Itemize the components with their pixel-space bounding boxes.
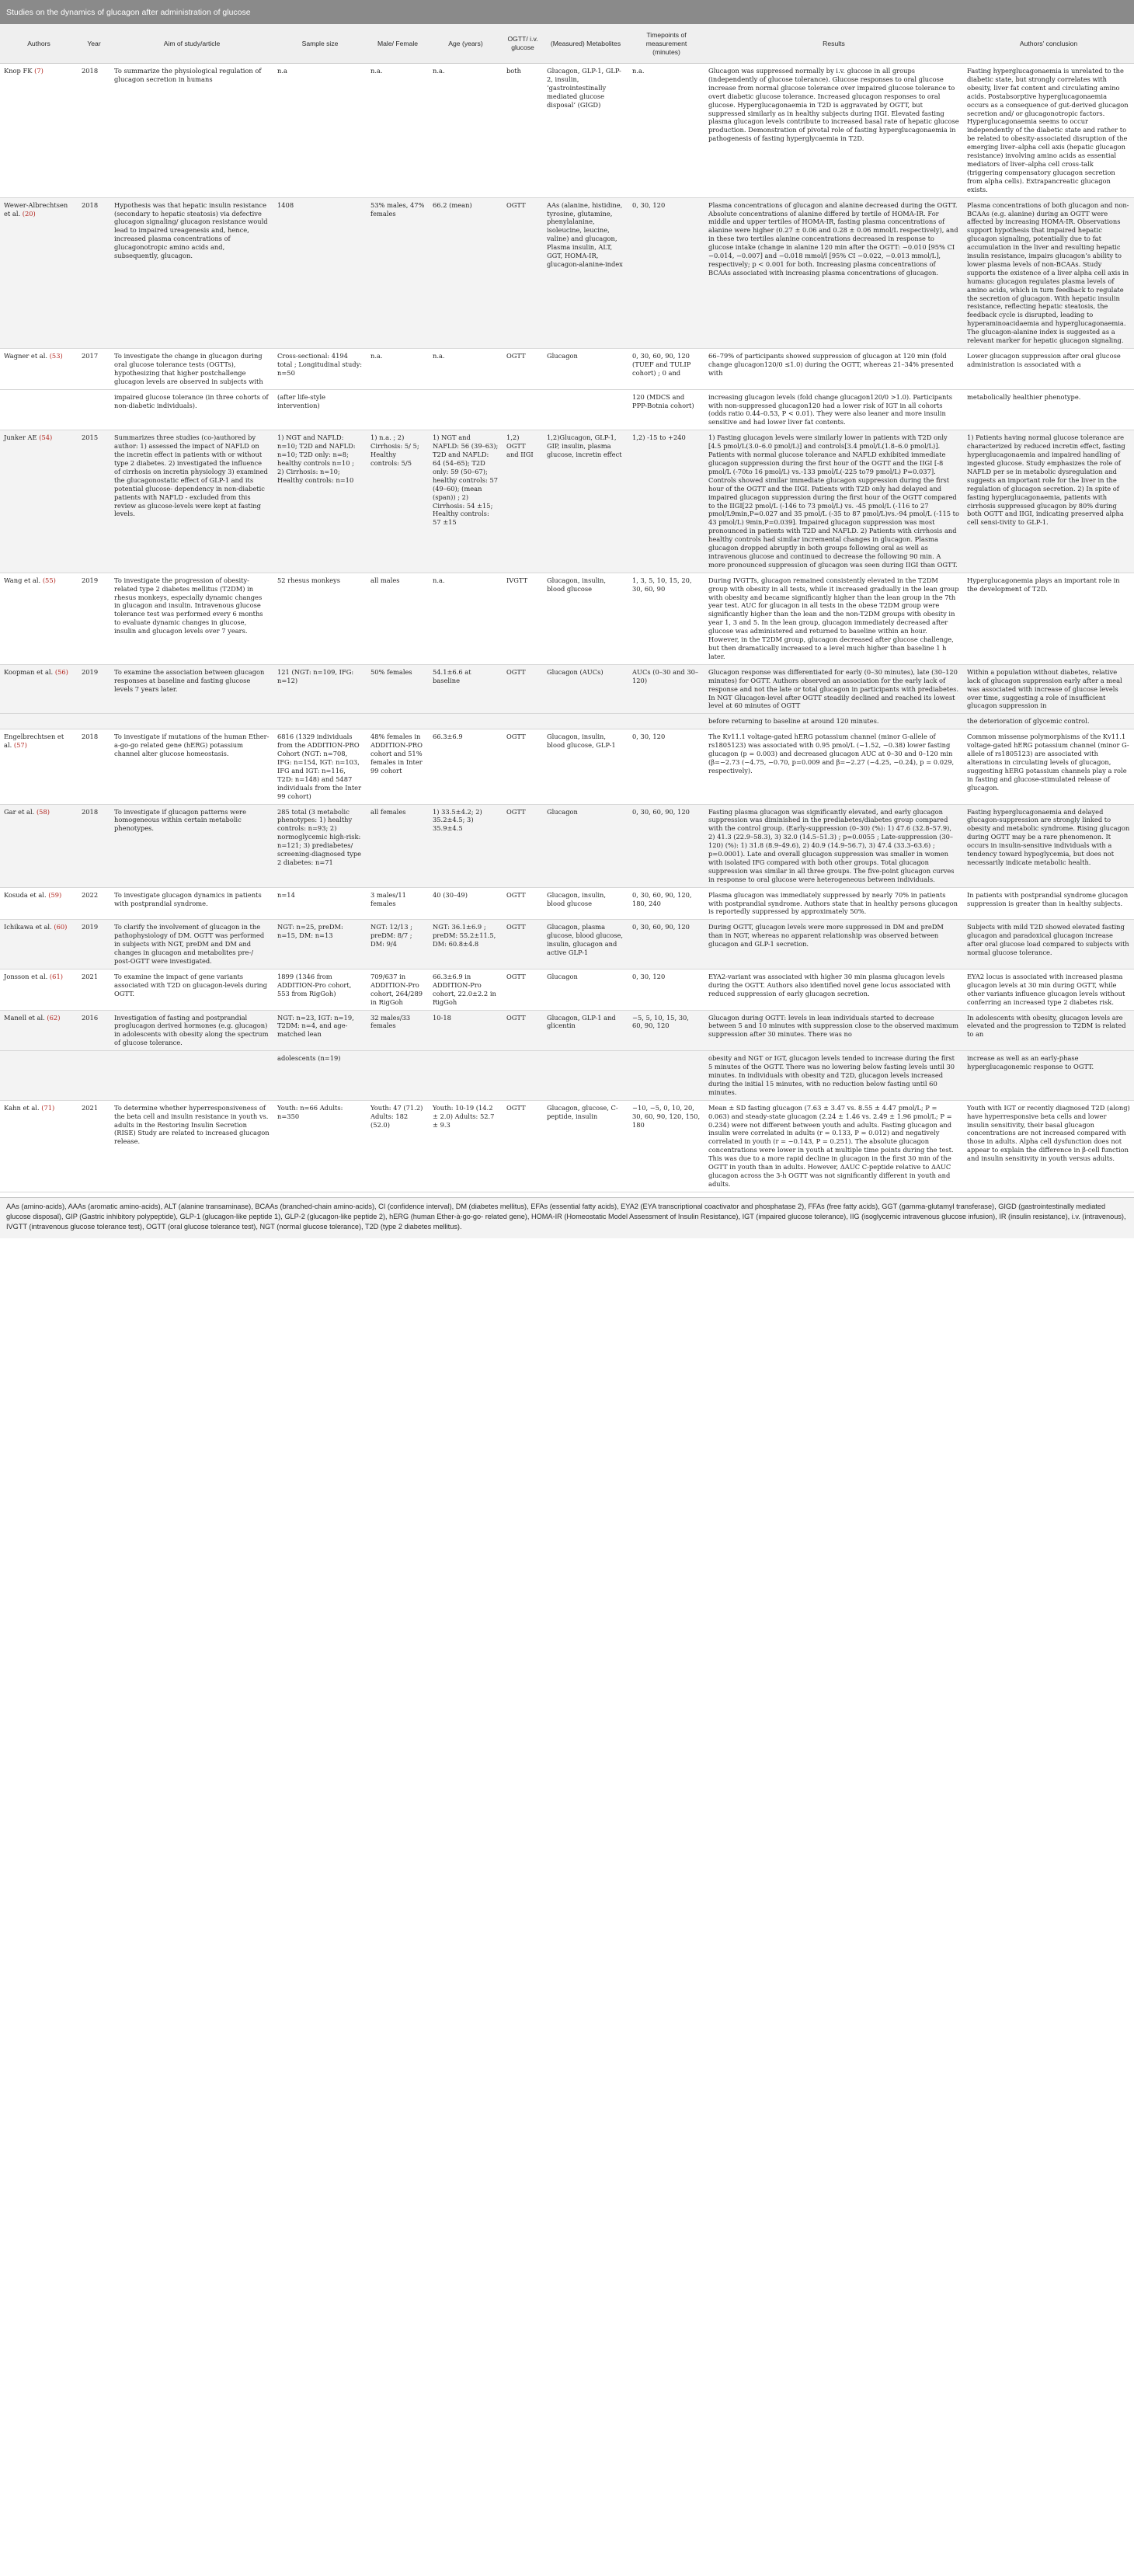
sample-size-cell: (after life-style intervention) xyxy=(273,389,367,430)
results-cell: Glucagon response was differentiated for early (0–30 minutes), late (30–120 minutes) for OGTT. Authors observed an association for the early lack of response and not the late or total glucagon in participants with prediabetes. In NGT Glucagon-level after OGTT steadily declined and reached its lowest level at 60 minutes of OGTT xyxy=(704,664,963,714)
aim-cell xyxy=(110,1051,273,1101)
reference-link[interactable]: (62) xyxy=(47,1013,61,1022)
sex-cell xyxy=(367,1051,429,1101)
table-row xyxy=(0,349,1134,390)
reference-link[interactable]: (58) xyxy=(36,807,50,816)
column-header: Year xyxy=(78,24,110,64)
aim-cell: To summarize the physiological regulation of glucagon secretion in humans xyxy=(110,64,273,198)
sample-size-cell: 6816 (1329 individuals from the ADDITION-PRO Cohort (NGT: n=708, IFG: n=154, IGT: n=103, IFG and IGT: n=116, T2D: n=148) and 5487 individuals from the Inter 99 cohort) xyxy=(273,729,367,804)
results-cell: Plasma concentrations of glucagon and alanine decreased during the OGTT. Absolute concentrations of alanine differed by tertile of HOMA-IR. For middle and upper tertiles of HOMA-IR, fasting plasma concentrations of alanine were higher (0.27 ± 0.06 and 0.28 ± 0.06 mmol/L respectively), and in these two tertiles alanine concentrations decreased in response to glucose intake (change in alanine 120 min after the OGTT: −0.010 [95% CI −0.014, −0.007] and −0.018 mmol/l [95% CI −0.022, −0.013 mmol/L], respectively; p < 0.001 for both. Increasing plasma concentrations of BCAAs associated with increasing plasma concentrations of glucagon. xyxy=(704,197,963,348)
aim-cell: To investigate the change in glucagon during oral glucose tolerance tests (OGTTs), hypothesizing that higher postchallenge glucagon levels are observed in subjects with xyxy=(110,349,273,390)
age-cell: 1) NGT and NAFLD: 56 (39–63); T2D and NAFLD: 64 (54–65); T2D only: 59 (50–67); healthy controls: 57 (49–60); (mean (span)) ; 2) Cirrhosis: 54 ±15; Healthy controls: 57 ±15 xyxy=(429,430,503,573)
reference-link[interactable]: (61) xyxy=(49,972,63,980)
table-row xyxy=(0,1100,1134,1192)
conclusion-cell: Hyperglucagonemia plays an important role in the development of T2D. xyxy=(963,573,1134,664)
table-row xyxy=(0,430,1134,573)
results-cell: EYA2-variant was associated with higher 30 min plasma glucagon levels during the OGTT. Authors also identified novel gene locus associated with reduced suppression of early glucagon secretion. xyxy=(704,969,963,1010)
sample-size-cell: 121 (NGT: n=109, IFG: n=12) xyxy=(273,664,367,714)
column-header: Aim of study/article xyxy=(110,24,273,64)
metabolites-cell: Glucagon, insulin, blood glucose xyxy=(543,887,628,920)
results-cell: Glucagon was suppressed normally by i.v. glucose in all groups (independently of glucose tolerance). Glucose responses to oral glucose increase from normal glucose tolerance over impaired glucose tolerance to overt diabetic glucose tolerance. Increased glucagon responses to oral glucose. Hyperglucagonaemia in T2D is aggravated by OGTT, but suppressed similarly as in healthy subjects during IIGI. Elevated fasting plasma glucagon levels contribute to increased basal rate of hepatic glucose production. Demonstration of pivotal role of fasting hyperglucagonaemia in pathogenesis of fasting hyperglycaemia in T2D. xyxy=(704,64,963,198)
reference-link[interactable]: (57) xyxy=(13,741,27,750)
sex-cell: all males xyxy=(367,573,429,664)
sample-size-cell: 52 rhesus monkeys xyxy=(273,573,367,664)
year-cell: 2022 xyxy=(78,887,110,920)
route-cell: OGTT xyxy=(503,887,543,920)
timepoints-cell: n.a. xyxy=(628,64,704,198)
author-name: Junker AE xyxy=(4,433,37,442)
metabolites-cell: Glucagon, insulin, blood glucose xyxy=(543,573,628,664)
sample-size-cell: 1) NGT and NAFLD: n=10; T2D and NAFLD: n=10; T2D only: n=8; healthy controls n=10 ; 2) Cirrhosis: n=10; Healthy controls: n=10 xyxy=(273,430,367,573)
sex-cell: all females xyxy=(367,804,429,887)
year-cell: 2018 xyxy=(78,729,110,804)
metabolites-cell: Glucagon xyxy=(543,804,628,887)
table-row xyxy=(0,664,1134,714)
metabolites-cell: Glucagon, GLP-1 and glicentin xyxy=(543,1010,628,1051)
authors-cell xyxy=(0,1051,78,1101)
timepoints-cell: 0, 30, 60, 90, 120, 180, 240 xyxy=(628,887,704,920)
metabolites-cell: Glucagon, insulin, blood glucose, GLP-1 xyxy=(543,729,628,804)
age-cell: Youth: 10-19 (14.2 ± 2.0) Adults: 52.7 ± 9.3 xyxy=(429,1100,503,1192)
age-cell: 66.2 (mean) xyxy=(429,197,503,348)
aim-cell: To investigate if glucagon patterns were homogeneous within certain metabolic phenotypes. xyxy=(110,804,273,887)
table-row xyxy=(0,920,1134,969)
results-cell: 1) Fasting glucagon levels were similarly lower in patients with T2D only [4.5 pmol/L(3.0–6.0 pmol/L)] and controls[3.4 pmol/L(1.8–6.0 pmol/L)]. Patients with normal glucose tolerance and NAFLD exhibited immediate glucagon suppression during the first hour of the OGTT and the IIGI [-8 pmol/L (-70to 16 pmol/L) vs.-133 pmol/L(-225 to79 pmol/L) P=0.037]. Controls showed similar immediate glucagon suppression during the first hour of the OGTT and the IIGI. Patients with T2D only had delayed and impaired glucagon suppression during the first hour of the OGTT compared to the IIGI[22 pmol/L (-146 to 73 pmol/L) vs. -45 pmol/L (-116 to 27 pmol/L9min,P=0.027 and 35 pmol/L (-35 to 87 pmol/L)vs.-94 pmol/L (-115 to 43 pmol/L) 9min,P=0.039]. Impaired glucagon suppression was most pronounced in patients with T2D and NAFLD. 2) Patients with cirrhosis and healthy controls had similar incremental changes in glucagon. Plasma glucagon dropped abruptly in both groups following oral as well as intravenous glucose and continued to decrease the following 90 min. A more pronounced suppression of glucagon was seen during IIGI than OGTT. xyxy=(704,430,963,573)
author-name: Manell et al. xyxy=(4,1013,45,1022)
authors-cell xyxy=(0,920,78,969)
table-row xyxy=(0,969,1134,1010)
aim-cell: To determine whether hyperresponsiveness of the beta cell and insulin resistance in youth vs. adults in the Restoring Insulin Secretion (RISE) Study are related to increased glucagon release. xyxy=(110,1100,273,1192)
column-header: Age (years) xyxy=(429,24,503,64)
metabolites-cell: Glucagon xyxy=(543,349,628,390)
timepoints-cell: 1, 3, 5, 10, 15, 20, 30, 60, 90 xyxy=(628,573,704,664)
authors-cell xyxy=(0,1010,78,1051)
year-cell xyxy=(78,389,110,430)
sample-size-cell xyxy=(273,714,367,729)
timepoints-cell: 0, 30, 60, 90, 120 xyxy=(628,804,704,887)
timepoints-cell: 0, 30, 120 xyxy=(628,969,704,1010)
metabolites-cell: Glucagon, plasma glucose, blood glucose, insulin, glucagon and active GLP-1 xyxy=(543,920,628,969)
age-cell xyxy=(429,1051,503,1101)
authors-cell xyxy=(0,664,78,714)
age-cell: n.a. xyxy=(429,573,503,664)
results-cell: Mean ± SD fasting glucagon (7.63 ± 3.47 vs. 8.55 ± 4.47 pmol/L; P = 0.063) and steady-state glucagon (2.24 ± 1.46 vs. 2.49 ± 1.96 pmol/L; P = 0.234) were not different between youth and adults. Fasting glucagon and insulin were correlated in adults (r = 0.133, P = 0.012) and negatively correlated in youth (r = −0.143, P = 0.251). The absolute glucagon concentrations were lower in youth at multiple time points during the test. This was due to a more rapid decline in glucagon in the first 30 min of the OGTT in youth than in adults. However, ΔAUC C-peptide relative to ΔAUC glucagon across the 3-h OGTT was not significantly different in youth and adults. xyxy=(704,1100,963,1192)
year-cell: 2021 xyxy=(78,1100,110,1192)
column-header: Sample size xyxy=(273,24,367,64)
year-cell: 2017 xyxy=(78,349,110,390)
sex-cell: n.a. xyxy=(367,349,429,390)
timepoints-cell: 120 (MDCS and PPP-Botnia cohort) xyxy=(628,389,704,430)
results-cell: before returning to baseline at around 120 minutes. xyxy=(704,714,963,729)
reference-link[interactable]: (7) xyxy=(34,67,43,75)
author-name: Koopman et al. xyxy=(4,667,54,676)
timepoints-cell: 0, 30, 120 xyxy=(628,197,704,348)
timepoints-cell: 1,2) -15 to +240 xyxy=(628,430,704,573)
sex-cell: 32 males/33 females xyxy=(367,1010,429,1051)
results-cell: Fasting plasma glucagon was significantly elevated, and early glucagon suppression was diminished in the prediabetes/diabetes group compared with the control group. (Early-suppression (0–30) (%): 1) 47.6 (32.8–57.9), 2) 41.3 (22.9–58.3), 3) 32.0 (14.5–51.3) ; p=0.0055 ; Late-suppression (30–120) (%): 1) 31.8 (8.9–49.6), 2) 40.9 (14.9–56.7), 3) 47.4 (33.3–63.6) ; p=0.0001). Late and overall glucagon suppression was smaller in women with isolated IFG compared with both other groups. Total glucagon suppression was similar in all three groups. The five-point glucagon curves in response to oral glucose were heterogeneous between individuals. xyxy=(704,804,963,887)
table-row xyxy=(0,729,1134,804)
sex-cell: Youth: 47 (71.2) Adults: 182 (52.0) xyxy=(367,1100,429,1192)
timepoints-cell: −5, 5, 10, 15, 30, 60, 90, 120 xyxy=(628,1010,704,1051)
sex-cell: 1) n.a. ; 2) Cirrhosis: 5/ 5; Healthy controls: 5/5 xyxy=(367,430,429,573)
authors-cell xyxy=(0,1100,78,1192)
conclusion-cell: Within a population without diabetes, relative lack of glucagon suppression early after a meal was associated with increase of glucose levels over time, suggesting a role of insufficient glucagon suppression in xyxy=(963,664,1134,714)
metabolites-cell: Glucagon, GLP-1, GLP-2, insulin, ‘gastrointestinally mediated glucose disposal’ (GIGD) xyxy=(543,64,628,198)
route-cell: both xyxy=(503,64,543,198)
age-cell xyxy=(429,389,503,430)
conclusion-cell: Lower glucagon suppression after oral glucose administration is associated with a xyxy=(963,349,1134,390)
route-cell xyxy=(503,389,543,430)
route-cell: OGTT xyxy=(503,664,543,714)
conclusion-cell: increase as well as an early-phase hyperglucagonemic response to OGTT. xyxy=(963,1051,1134,1101)
reference-link[interactable]: (54) xyxy=(39,433,53,442)
author-name: Wagner et al. xyxy=(4,352,48,360)
sex-cell: 50% females xyxy=(367,664,429,714)
metabolites-cell xyxy=(543,714,628,729)
year-cell: 2015 xyxy=(78,430,110,573)
sample-size-cell: n.a xyxy=(273,64,367,198)
route-cell: OGTT xyxy=(503,920,543,969)
year-cell: 2021 xyxy=(78,969,110,1010)
table-row xyxy=(0,1010,1134,1051)
sample-size-cell: Youth: n=66 Adults: n=350 xyxy=(273,1100,367,1192)
metabolites-cell xyxy=(543,389,628,430)
conclusion-cell: EYA2 locus is associated with increased plasma glucagon levels at 30 min during OGTT, while other variants influence glucagon levels without conferring an increased type 2 diabetes risk. xyxy=(963,969,1134,1010)
author-name: Kahn et al. xyxy=(4,1103,40,1112)
route-cell: OGTT xyxy=(503,1010,543,1051)
conclusion-cell: Common missense polymorphisms of the Kv11.1 voltage-gated hERG potassium channel (minor G-allele of rs1805123) are associated with alterations in circulating levels of glucagon, suggesting hERG potassium channels play a role in fasting and glucose-stimulated release of glucagon. xyxy=(963,729,1134,804)
route-cell: OGTT xyxy=(503,729,543,804)
route-cell: 1,2) OGTT and IIGI xyxy=(503,430,543,573)
age-cell: 40 (30–49) xyxy=(429,887,503,920)
author-name: Jonsson et al. xyxy=(4,972,48,980)
route-cell: OGTT xyxy=(503,349,543,390)
age-cell: NGT: 36.1±6.9 ; preDM: 55.2±11.5, DM: 60.8±4.8 xyxy=(429,920,503,969)
results-cell: Plasma glucagon was immediately suppressed by nearly 70% in patients with postprandial syndrome. Authors state that in healthy persons glucagon is reportedly suppressed by approximately 50%. xyxy=(704,887,963,920)
sex-cell: 3 males/11 females xyxy=(367,887,429,920)
metabolites-cell: AAs (alanine, histidine, tyrosine, glutamine, phenylalanine, isoleucine, leucine, valine) and glucagon, Plasma insulin, ALT, GGT, HOMA-IR, glucagon-alanine-index xyxy=(543,197,628,348)
sex-cell xyxy=(367,714,429,729)
authors-cell xyxy=(0,430,78,573)
route-cell xyxy=(503,1051,543,1101)
results-cell: increasing glucagon levels (fold change glucagon120/0 >1.0). Participants with non-suppressed glucagon120 had a lower risk of IGT in all cohorts (odds ratio 0.44–0.53, P < 0.01). They were also leaner and more insulin sensitive and had lower liver fat contents. xyxy=(704,389,963,430)
reference-link[interactable]: (71) xyxy=(41,1103,55,1112)
aim-cell: impaired glucose tolerance (in three cohorts of non-diabetic individuals). xyxy=(110,389,273,430)
author-name: Knop FK xyxy=(4,67,33,75)
sample-size-cell: Cross-sectional: 4194 total ; Longitudinal study: n=50 xyxy=(273,349,367,390)
authors-cell xyxy=(0,969,78,1010)
route-cell: OGTT xyxy=(503,197,543,348)
conclusion-cell: Youth with IGT or recently diagnosed T2D (along) have hyperresponsive beta cells and lower insulin sensitivity, their basal glucagon concentrations are not increased compared with those in adults. Alpha cell dysfunction does not appear to explain the difference in β-cell function and insulin sensitivity in youth versus adults. xyxy=(963,1100,1134,1192)
year-cell: 2016 xyxy=(78,1010,110,1051)
conclusion-cell: the deterioration of glycemic control. xyxy=(963,714,1134,729)
table-title: Studies on the dynamics of glucagon after administration of glucose xyxy=(0,0,1134,24)
column-header: Authors xyxy=(0,24,78,64)
route-cell xyxy=(503,714,543,729)
conclusion-cell: 1) Patients having normal glucose tolerance are characterized by reduced incretin effect, fasting hyperglucagonaemia and impaired handling of ingested glucose. Study emphasizes the role of NAFLD per se in metabolic dysregulation and suggests an important role for the liver in the regulation of glucagon secretion. 2) In spite of fasting hyperglucagonaemia, patients with cirrhosis suppressed glucagon by 80% during both OGTT and IIGI, indicating preserved alpha cell sensi-tivity to GLP-1. xyxy=(963,430,1134,573)
aim-cell: Investigation of fasting and postprandial proglucagon derived hormones (e.g. glucagon) in adolescents with obesity along the spectrum of glucose tolerance. xyxy=(110,1010,273,1051)
glucagon-studies-table xyxy=(0,0,1134,1192)
authors-cell xyxy=(0,804,78,887)
age-cell: 10-18 xyxy=(429,1010,503,1051)
sample-size-cell: adolescents (n=19) xyxy=(273,1051,367,1101)
aim-cell: To investigate if mutations of the human Ether-a-go-go related gene (hERG) potassium channel alter glucose homeostasis. xyxy=(110,729,273,804)
table-row xyxy=(0,573,1134,664)
table-row xyxy=(0,389,1134,430)
sample-size-cell: n=14 xyxy=(273,887,367,920)
age-cell: 1) 33.5±4.2; 2) 35.2±4.5; 3) 35.9±4.5 xyxy=(429,804,503,887)
metabolites-cell xyxy=(543,1051,628,1101)
age-cell: 66.3±6.9 xyxy=(429,729,503,804)
age-cell: n.a. xyxy=(429,349,503,390)
results-cell: During OGTT, glucagon levels were more suppressed in DM and preDM than in NGT, whereas no apparent relationship was observed between glucagon and GLP-1 secretion. xyxy=(704,920,963,969)
authors-cell xyxy=(0,714,78,729)
table-row xyxy=(0,887,1134,920)
year-cell: 2019 xyxy=(78,920,110,969)
aim-cell: To examine the association between glucagon responses at baseline and fasting glucose levels 7 years later. xyxy=(110,664,273,714)
aim-cell xyxy=(110,714,273,729)
metabolites-cell: Glucagon (AUCs) xyxy=(543,664,628,714)
author-name: Ichikawa et al. xyxy=(4,923,52,931)
column-header: Results xyxy=(704,24,963,64)
aim-cell: Summarizes three studies (co-)authored by author: 1) assessed the impact of NAFLD on the incretin effect in patients with or without type 2 diabetes. 2) investigated the influence of cirrhosis on incretin physiology 3) examined the glucagonostatic effect of GLP-1 and its potential glucose- dependency in non-diabetic patients with NAFLD - excluded from this review as glucose-levels were kept at fasting levels. xyxy=(110,430,273,573)
author-name: Wewer-Albrechtsen et al. xyxy=(4,200,68,218)
results-cell: obesity and NGT or IGT, glucagon levels tended to increase during the first 5 minutes of the OGTT. There was no lowering below fasting levels until 30 minutes. In individuals with obesity and T2D, glucagon levels increased during the initial 15 minutes, with no reduction below fasting until 60 minutes. xyxy=(704,1051,963,1101)
timepoints-cell: 0, 30, 60, 90, 120 (TUEF and TULIP cohort) ; 0 and xyxy=(628,349,704,390)
table-footnote: AAs (amino-acids), AAAs (aromatic amino-acids), ALT (alanine transaminase), BCAAs (branched-chain amino-acids), CI (confidence interval), DM (diabetes mellitus), EFAs (essential fatty acids), EYA2 (EYA transcriptional coactivator and phosphatase 2), FFAs (free fatty acids), GGT (gamma-glutamyl transferase), GIGD (gastrointestinally mediated glucose disposal), GIP (Gastric inhibitory polypeptide), GLP-1 (glucagon-like peptide 1), GLP-2 (glucagon-like peptide 2), hERG (human Ether-à-go-go- related gene), HOMA-IR (Homeostatic Model Assessment of Insulin Resistance), IGT (impaired glucose tolerance), IIG (isoglycemic intravenous glucose infusion), IR (insulin resistance), i.v. (intravenous), IVGTT (intravenous glucose tolerance test), OGTT (oral glucose tolerance test), NGT (normal glucose tolerance), T2D (type 2 diabetes mellitus). xyxy=(0,1197,1134,1238)
column-header: Male/ Female xyxy=(367,24,429,64)
year-cell: 2018 xyxy=(78,64,110,198)
sample-size-cell: 1408 xyxy=(273,197,367,348)
authors-cell xyxy=(0,349,78,390)
results-cell: Glucagon during OGTT: levels in lean individuals started to decrease between 5 and 10 minutes with suppression close to the observed maximum suppression after 30 minutes. There was no xyxy=(704,1010,963,1051)
sex-cell: n.a. xyxy=(367,64,429,198)
conclusion-cell: In patients with postprandial syndrome glucagon suppression is greater than in healthy subjects. xyxy=(963,887,1134,920)
year-cell: 2018 xyxy=(78,197,110,348)
table-row xyxy=(0,804,1134,887)
authors-cell xyxy=(0,389,78,430)
table-row xyxy=(0,64,1134,198)
author-name: Gar et al. xyxy=(4,807,35,816)
table-header-row xyxy=(0,24,1134,64)
metabolites-cell: Glucagon xyxy=(543,969,628,1010)
year-cell: 2019 xyxy=(78,664,110,714)
aim-cell: To investigate the progression of obesity-related type 2 diabetes mellitus (T2DM) in rhesus monkeys, especially dynamic changes in glucagon and insulin. Intravenous glucose tolerance test was performed every 6 months to evaluate dynamic changes in glucose, insulin and glucagon levels over 7 years. xyxy=(110,573,273,664)
author-name: Engelbrechtsen et al. xyxy=(4,733,64,750)
table-row xyxy=(0,714,1134,729)
conclusion-cell: In adolescents with obesity, glucagon levels are elevated and the progression to T2DM is related to an xyxy=(963,1010,1134,1051)
column-header: OGTT/ i.v. glucose xyxy=(503,24,543,64)
conclusion-cell: Plasma concentrations of both glucagon and non-BCAAs (e.g. alanine) during an OGTT were affected by increasing HOMA-IR. Observations support hypothesis that impaired hepatic glucagon signaling, potentially due to fat accumulation in the liver and resulting hepatic insulin resistance, impairs glucagon’s ability to lower plasma levels of non-BCAAs. Study supports the existence of a liver alpha cell axis in humans: glucagon regulates plasma levels of amino acids, which in turn feedback to regulate the secretion of glucagon. With hepatic insulin resistance, reflecting hepatic steatosis, the feedback cycle is disrupted, leading to hyperaminoacidaemia and hyperglucagonaemia. The glucagon-alanine index is suggested as a relevant marker for hepatic glucagon signaling. xyxy=(963,197,1134,348)
reference-link[interactable]: (20) xyxy=(22,209,36,218)
age-cell: 54.1±6.6 at baseline xyxy=(429,664,503,714)
timepoints-cell: AUCs (0–30 and 30–120) xyxy=(628,664,704,714)
sex-cell: 709/637 in ADDITION-Pro cohort, 264/289 in RigGoh xyxy=(367,969,429,1010)
authors-cell xyxy=(0,887,78,920)
author-name: Kosuda et al. xyxy=(4,890,47,899)
results-cell: 66–79% of participants showed suppression of glucagon at 120 min (fold change glucagon120/0 ≤1.0) during the OGTT, whereas 21–34% presented with xyxy=(704,349,963,390)
sample-size-cell: 285 total (3 metabolic phenotypes: 1) healthy controls: n=93; 2) normoglycemic high-risk: n=121; 3) prediabetes/ screening-diagnosed type 2 diabetes: n=71 xyxy=(273,804,367,887)
conclusion-cell: Fasting hyperglucagonaemia and delayed glucagon-suppression are strongly linked to obesity and metabolic syndrome. Rising glucagon during OGTT may be a rare phenomenon. It occurs in insulin-sensitive individuals with a tendency toward hypoglycemia, but does not necessarily indicate metabolic health. xyxy=(963,804,1134,887)
timepoints-cell: 0, 30, 120 xyxy=(628,729,704,804)
sex-cell: 48% females in ADDITION-PRO cohort and 51% females in Inter 99 cohort xyxy=(367,729,429,804)
route-cell: IVGTT xyxy=(503,573,543,664)
conclusion-cell: Fasting hyperglucagonaemia is unrelated to the diabetic state, but strongly correlates with obesity, liver fat content and circulating amino acids. Postabsorptive hyperglucagonaemia occurs as a consequence of gut-derived glucagon secretion and/ or glucagonotropic factors. Hyperglucagonaemia seems to occur independently of the diabetic state and rather to be related to obesity-associated disruption of the emerging liver–alpha cell axis (hepatic glucagon resistance) involving amino acids as essential mediators of liver–alpha cell cross-talk (triggering compensatory glucagon secretion from alpha cells). Extrapancreatic glucagon exists. xyxy=(963,64,1134,198)
results-cell: During IVGTTs, glucagon remained consistently elevated in the T2DM group with obesity in all tests, while it increased gradually in the lean group with obesity and became significantly higher than the lean group in the 7th year test. AUC for glucagon in all tests in the obese T2DM group were significantly higher than the lean and the non-T2DM groups with obesity in year 1, 3 and 5. In the lean group, glucagon immediately decreased after glucose was administered and returned to baseline within an hour. However, in the T2DM group, glucagon decreased after glucose challenge, but then dramatically increased to a level much higher than baseline 1 h later. xyxy=(704,573,963,664)
table-body xyxy=(0,64,1134,1192)
table-row xyxy=(0,1051,1134,1101)
age-cell: 66.3±6.9 in ADDITION-Pro cohort, 22.0±2.2 in RigGoh xyxy=(429,969,503,1010)
sample-size-cell: 1899 (1346 from ADDITION-Pro cohort, 553 from RigGoh) xyxy=(273,969,367,1010)
reference-link[interactable]: (56) xyxy=(54,667,68,676)
timepoints-cell xyxy=(628,714,704,729)
author-name: Wang et al. xyxy=(4,576,41,584)
age-cell xyxy=(429,714,503,729)
reference-link[interactable]: (55) xyxy=(42,576,56,584)
metabolites-cell: 1,2)Glucagon, GLP-1, GIP, insulin, plasma glucose, incretin effect xyxy=(543,430,628,573)
results-cell: The Kv11.1 voltage-gated hERG potassium channel (minor G-allele of rs1805123) was associated with 0.95 pmol/L (−1.52, −0.38) lower fasting glucagon (p = 0.003) and decreased glucagon AUC at 0–30 and 0–120 min (β=−2.73 (−4.75, −0.70, p=0.009 and β=−2.27 (−4.25, −0.24), p = 0.029, respectively). xyxy=(704,729,963,804)
column-header: Authors' conclusion xyxy=(963,24,1134,64)
timepoints-cell xyxy=(628,1051,704,1101)
year-cell xyxy=(78,714,110,729)
route-cell: OGTT xyxy=(503,969,543,1010)
conclusion-cell: Subjects with mild T2D showed elevated fasting glucagon and paradoxical glucagon increase after oral glucose load compared to subjects with normal glucose tolerance. xyxy=(963,920,1134,969)
aim-cell: To clarify the involvement of glucagon in the pathophysiology of DM. OGTT was performed in subjects with NGT, preDM and DM and changes in glucagon and metabolites pre-/ post-OGTT were investigated. xyxy=(110,920,273,969)
aim-cell: To examine the impact of gene variants associated with T2D on glucagon-levels during OGTT. xyxy=(110,969,273,1010)
table-row xyxy=(0,197,1134,348)
timepoints-cell: −10, −5, 0, 10, 20, 30, 60, 90, 120, 150, 180 xyxy=(628,1100,704,1192)
metabolites-cell: Glucagon, glucose, C-peptide, insulin xyxy=(543,1100,628,1192)
year-cell: 2019 xyxy=(78,573,110,664)
timepoints-cell: 0, 30, 60, 90, 120 xyxy=(628,920,704,969)
route-cell: OGTT xyxy=(503,804,543,887)
reference-link[interactable]: (59) xyxy=(48,890,62,899)
authors-cell xyxy=(0,197,78,348)
authors-cell xyxy=(0,64,78,198)
conclusion-cell: metabolically healthier phenotype. xyxy=(963,389,1134,430)
sex-cell xyxy=(367,389,429,430)
aim-cell: Hypothesis was that hepatic insulin resistance (secondary to hepatic steatosis) via defective glucagon signaling/ glucagon resistance would lead to impaired ureagenesis and, hence, increased plasma concentrations of glucagonotropic amino acids and, subsequently, glucagon. xyxy=(110,197,273,348)
authors-cell xyxy=(0,573,78,664)
route-cell: OGTT xyxy=(503,1100,543,1192)
year-cell: 2018 xyxy=(78,804,110,887)
sample-size-cell: NGT: n=25, preDM: n=15, DM: n=13 xyxy=(273,920,367,969)
aim-cell: To investigate glucagon dynamics in patients with postprandial syndrome. xyxy=(110,887,273,920)
column-header: (Measured) Metabolites xyxy=(543,24,628,64)
year-cell xyxy=(78,1051,110,1101)
reference-link[interactable]: (53) xyxy=(49,352,63,360)
sex-cell: 53% males, 47% females xyxy=(367,197,429,348)
authors-cell xyxy=(0,729,78,804)
reference-link[interactable]: (60) xyxy=(54,923,68,931)
sample-size-cell: NGT: n=23, IGT: n=19, T2DM: n=4, and age-matched lean xyxy=(273,1010,367,1051)
column-header: Timepoints of measurement (minutes) xyxy=(628,24,704,64)
sex-cell: NGT: 12/13 ; preDM: 8/7 ; DM: 9/4 xyxy=(367,920,429,969)
age-cell: n.a. xyxy=(429,64,503,198)
